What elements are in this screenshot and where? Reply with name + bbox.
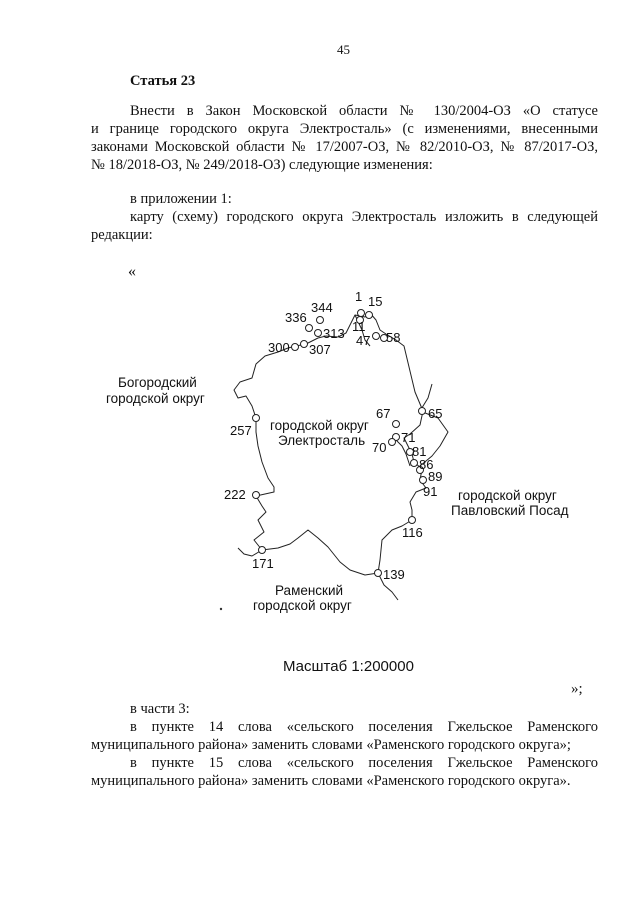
item14-line-1: в пункте 14 слова «сельского поселения Гжельское Раменского: [130, 719, 598, 735]
point-marker-116: [409, 517, 416, 524]
stray-dot: [220, 608, 222, 610]
point-label-89: 89: [428, 469, 443, 484]
label-elektrostal-1: городской округ: [270, 418, 369, 433]
label-ramensky-1: Раменский: [275, 583, 344, 598]
label-bogorodsky-1: Богородский: [118, 375, 197, 390]
point-label-71: 71: [401, 430, 416, 445]
label-elektrostal-2: Электросталь: [278, 433, 366, 448]
point-label-81: 81: [412, 444, 427, 459]
point-label-70: 70: [372, 440, 387, 455]
appendix-line-2: карту (схему) городского округа Электросталь изложить в следующей: [130, 209, 598, 225]
page-number: 45: [337, 42, 350, 57]
point-label-91: 91: [423, 484, 438, 499]
point-marker-139: [375, 570, 382, 577]
point-marker-1: [358, 310, 365, 317]
point-marker-67: [393, 421, 400, 428]
point-label-307: 307: [309, 342, 331, 357]
intro-line-4: № 18/2018-ОЗ, № 249/2018-ОЗ) следующие изменения:: [91, 157, 433, 173]
point-label-300: 300: [268, 340, 290, 355]
point-label-171: 171: [252, 556, 274, 571]
point-label-344: 344: [311, 300, 333, 315]
intro-line-2: и границе городского округа Электросталь» (с изменениями, внесенными: [91, 121, 598, 137]
point-marker-70: [389, 439, 396, 446]
point-marker-91: [420, 477, 427, 484]
label-ramensky-2: городской округ: [253, 598, 352, 613]
close-quote: »;: [571, 681, 583, 697]
point-marker-313: [315, 330, 322, 337]
article-title: Статья 23: [130, 73, 196, 89]
point-label-116: 116: [402, 525, 423, 540]
point-marker-86: [411, 460, 418, 467]
item14-line-2: муниципального района» заменить словами «Раменского городского округа»;: [91, 737, 571, 753]
map-scale: Масштаб 1:200000: [283, 658, 414, 675]
open-quote: «: [128, 263, 136, 280]
intro-line-3: законами Московской области № 17/2007-ОЗ, № 82/2010-ОЗ, № 87/2017-ОЗ,: [91, 139, 598, 155]
point-label-11: 11: [352, 319, 366, 334]
point-label-67: 67: [376, 406, 391, 421]
point-label-86: 86: [419, 457, 434, 472]
intro-line-1: Внести в Закон Московской области № 130/2004-ОЗ «О статусе: [130, 103, 598, 119]
point-label-15: 15: [368, 294, 383, 309]
item15-line-1: в пункте 15 слова «сельского поселения Гжельское Раменского: [130, 755, 598, 771]
point-label-58: 58: [386, 330, 401, 345]
point-marker-300: [292, 344, 299, 351]
label-pavlovsky-2: Павловский Посад: [451, 503, 569, 518]
point-label-222: 222: [224, 487, 246, 502]
point-marker-336: [306, 325, 313, 332]
point-marker-171: [259, 547, 266, 554]
item15-line-2: муниципального района» заменить словами «Раменского городского округа».: [91, 773, 571, 789]
point-marker-257: [253, 415, 260, 422]
point-label-1: 1: [355, 289, 363, 304]
point-label-47: 47: [356, 333, 371, 348]
part3-heading: в части 3:: [130, 701, 190, 717]
label-pavlovsky-1: городской округ: [458, 488, 557, 503]
point-label-313: 313: [323, 326, 345, 341]
label-bogorodsky-2: городской округ: [106, 391, 205, 406]
point-label-65: 65: [428, 406, 443, 421]
point-marker-344: [317, 317, 324, 324]
point-label-336: 336: [285, 310, 307, 325]
point-label-139: 139: [383, 567, 405, 582]
point-marker-15: [366, 312, 373, 319]
point-marker-65: [419, 408, 426, 415]
point-marker-222: [253, 492, 260, 499]
appendix-line-3: редакции:: [91, 227, 153, 243]
point-marker-307: [301, 341, 308, 348]
point-marker-47: [373, 333, 380, 340]
point-label-257: 257: [230, 423, 252, 438]
appendix-heading: в приложении 1:: [130, 191, 232, 207]
